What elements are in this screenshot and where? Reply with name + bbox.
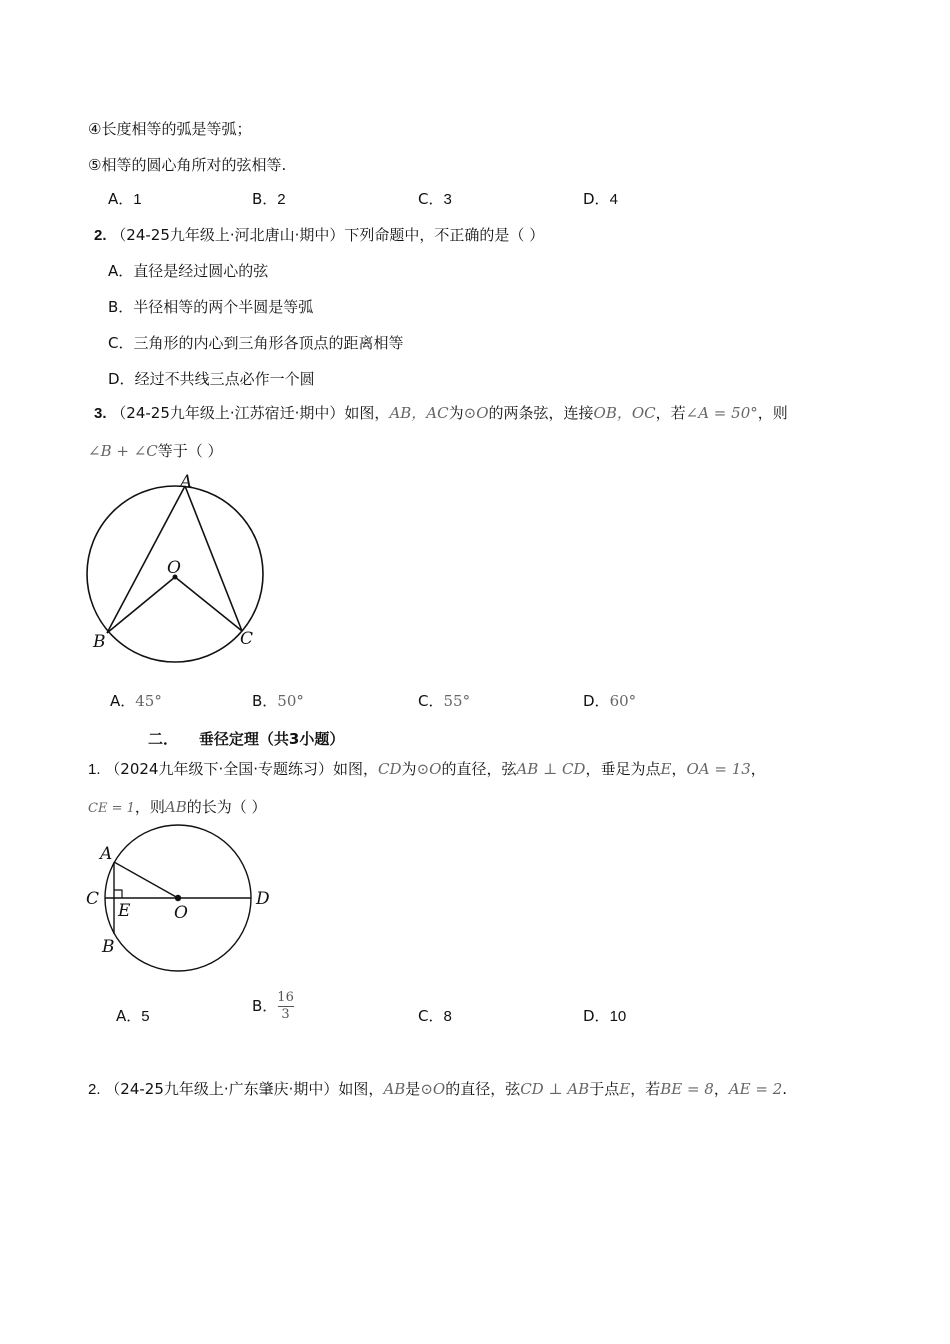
option-letter: A． xyxy=(110,692,136,710)
text: ，若 xyxy=(655,404,686,422)
option-b[interactable] xyxy=(252,990,294,1023)
label-d: D xyxy=(256,889,270,909)
text: 的直径，弦 xyxy=(445,1080,521,1098)
s2q1-stem-line1 xyxy=(88,758,766,779)
math: ∠B + ∠C xyxy=(88,442,158,460)
option-letter: C． xyxy=(418,692,444,710)
text: 的长为（ ） xyxy=(186,798,267,816)
text: . xyxy=(782,1080,788,1098)
option-letter: A． xyxy=(108,190,134,208)
math: ⊙O xyxy=(463,404,489,422)
option-a[interactable] xyxy=(108,188,142,209)
text: 的直径，弦 xyxy=(441,760,517,778)
option-value: 4 xyxy=(609,191,618,208)
option-value: 10 xyxy=(609,1008,627,1025)
option-a[interactable] xyxy=(116,1005,150,1026)
option-d[interactable] xyxy=(583,188,618,209)
option-b[interactable] xyxy=(252,188,286,209)
statement-5: ⑤相等的圆心角所对的弦相等. xyxy=(88,156,287,174)
text: 的两条弦，连接 xyxy=(488,404,594,422)
option-letter: B． xyxy=(252,997,278,1015)
q3-figure xyxy=(80,470,280,675)
option-letter: D． xyxy=(583,190,610,208)
s2q2-stem xyxy=(88,1078,787,1099)
label-a: A xyxy=(180,472,193,492)
text: ，若 xyxy=(630,1080,661,1098)
question-source: （24-25九年级上·河北唐山·期中） xyxy=(111,226,345,244)
label-b: B xyxy=(93,632,106,652)
option-value: 60° xyxy=(609,692,637,710)
question-source: （24-25九年级上·广东肇庆·期中） xyxy=(105,1080,339,1098)
text: 于点 xyxy=(589,1080,620,1098)
math: AB xyxy=(164,798,187,816)
q2-option-d[interactable] xyxy=(108,368,315,389)
option-text: 三角形的内心到三角形各顶点的距离相等 xyxy=(133,334,404,352)
option-text: 直径是经过圆心的弦 xyxy=(133,262,269,280)
option-a[interactable] xyxy=(110,690,162,711)
text: 如图， xyxy=(344,404,390,422)
text: ，垂足为点 xyxy=(585,760,661,778)
segment-oa xyxy=(114,862,178,898)
math: E xyxy=(619,1080,631,1098)
option-letter: C． xyxy=(418,190,444,208)
option-letter: A． xyxy=(116,1007,142,1025)
text: 为 xyxy=(401,760,417,778)
option-text: 经过不共线三点必作一个圆 xyxy=(134,370,315,388)
label-b: B xyxy=(102,937,115,957)
option-value: 8 xyxy=(443,1008,452,1025)
option-value: 50° xyxy=(277,692,304,710)
text: 等于（ ） xyxy=(157,442,223,460)
math: OB，OC xyxy=(593,404,656,422)
text: ， xyxy=(750,760,766,778)
option-letter: C． xyxy=(108,334,134,352)
q3-stem-line2 xyxy=(88,440,223,461)
label-e: E xyxy=(118,901,131,921)
question-source: （2024九年级下·全国·专题练习） xyxy=(105,760,334,778)
q2-stem xyxy=(94,224,544,245)
math: AB xyxy=(383,1080,406,1098)
question-number: 2. xyxy=(94,227,107,244)
question-number: 1. xyxy=(88,761,101,778)
q2-option-c[interactable] xyxy=(108,332,404,353)
math: OA = 13 xyxy=(686,760,751,778)
math: CE = 1 xyxy=(88,801,135,816)
center-point xyxy=(175,895,181,901)
option-d[interactable] xyxy=(583,1005,626,1026)
numerator: 16 xyxy=(277,990,294,1005)
text: ，则 xyxy=(757,404,788,422)
label-c: C xyxy=(240,629,254,649)
segment-ob xyxy=(107,577,175,633)
question-number: 3. xyxy=(94,405,107,422)
s2q1-figure xyxy=(80,820,280,980)
statement-4: ④长度相等的弧是等弧； xyxy=(88,120,252,138)
label-o: O xyxy=(174,903,188,923)
denominator: 3 xyxy=(281,1007,290,1022)
q2-option-b[interactable] xyxy=(108,296,313,317)
section-title: 二． 垂径定理（共3小题） xyxy=(148,730,345,748)
question-text: 下列命题中，不正确的是（ ） xyxy=(344,226,545,244)
option-value: 2 xyxy=(277,191,286,208)
text: ，则 xyxy=(134,798,165,816)
option-c[interactable] xyxy=(418,690,470,711)
question-source: （24-25九年级上·江苏宿迁·期中） xyxy=(111,404,345,422)
label-o: O xyxy=(167,558,181,578)
question-number: 2. xyxy=(88,1081,101,1098)
math: AE = 2 xyxy=(728,1080,783,1098)
text: 如图， xyxy=(338,1080,384,1098)
math: AB ⊥ CD xyxy=(516,760,586,778)
fraction xyxy=(277,990,294,1023)
option-letter: D． xyxy=(583,692,610,710)
option-value: 55° xyxy=(443,692,471,710)
option-value: 1 xyxy=(133,191,142,208)
text: 为 xyxy=(448,404,464,422)
text: ， xyxy=(713,1080,729,1098)
option-letter: B． xyxy=(252,692,278,710)
right-angle-mark xyxy=(114,890,122,898)
option-letter: C． xyxy=(418,1007,444,1025)
s2q1-stem-line2 xyxy=(88,796,267,817)
option-letter: D． xyxy=(108,370,135,388)
math: ⊙O xyxy=(416,760,442,778)
option-letter: B． xyxy=(252,190,278,208)
math: ⊙O xyxy=(420,1080,446,1098)
option-value: 5 xyxy=(141,1008,150,1025)
math: BE = 8 xyxy=(660,1080,714,1098)
text: 如图， xyxy=(333,760,379,778)
option-text: 半径相等的两个半圆是等弧 xyxy=(133,298,314,316)
option-c[interactable] xyxy=(418,1005,452,1026)
option-c[interactable] xyxy=(418,188,452,209)
option-value: 45° xyxy=(135,692,162,710)
math: CD ⊥ AB xyxy=(520,1080,590,1098)
text: 是 xyxy=(405,1080,421,1098)
math: E xyxy=(660,760,672,778)
q3-stem-line1 xyxy=(94,402,788,423)
math: AB，AC xyxy=(389,404,449,422)
option-letter: D． xyxy=(583,1007,610,1025)
label-c: C xyxy=(86,889,100,909)
label-a: A xyxy=(100,844,113,864)
option-b[interactable] xyxy=(252,690,304,711)
option-d[interactable] xyxy=(583,690,636,711)
q2-option-a[interactable] xyxy=(108,260,268,281)
text: ， xyxy=(671,760,687,778)
option-value: 3 xyxy=(443,191,452,208)
math: CD xyxy=(378,760,402,778)
option-letter: B． xyxy=(108,298,134,316)
math: ∠A = 50° xyxy=(685,404,758,422)
option-letter: A． xyxy=(108,262,134,280)
